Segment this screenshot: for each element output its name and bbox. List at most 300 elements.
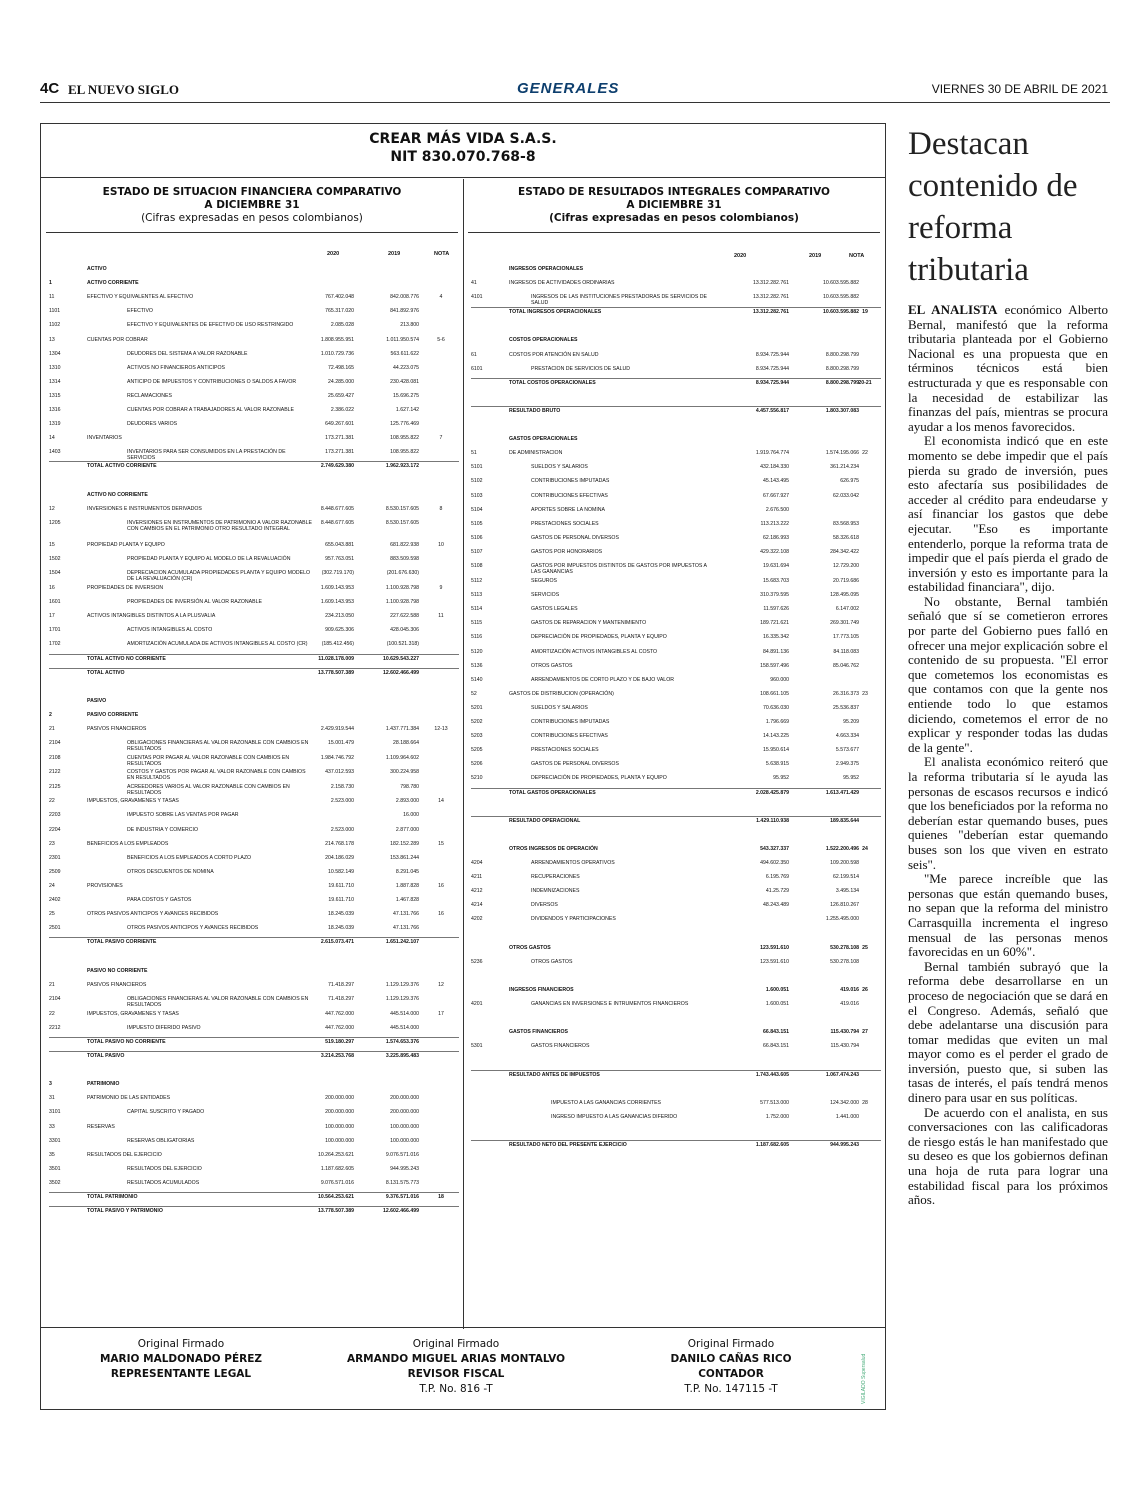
account-label: BENEFICIOS A LOS EMPLEADOS [87, 840, 169, 847]
table-row [49, 308, 459, 317]
account-code: 5102 [471, 478, 483, 485]
table-row [49, 1194, 459, 1203]
value-2020: 1.600.051 [765, 1001, 789, 1007]
account-label: PARA COSTOS Y GASTOS [127, 897, 192, 903]
value-2019: 530.278.108 [830, 944, 859, 951]
table-row [471, 408, 881, 417]
account-code: 35 [49, 1151, 55, 1158]
note-number: 16 [438, 911, 444, 918]
account-label: RESULTADOS DEL EJERCICIO [87, 1151, 162, 1158]
account-label: GANANCIAS EN INVERSIONES E INTRUMENTOS FINANCIEROS [531, 1001, 689, 1007]
value-2020: 9.076.571.016 [320, 1179, 354, 1186]
account-code: 14 [49, 435, 55, 442]
account-label: TOTAL PASIVO NO CORRIENTE [87, 1038, 166, 1045]
value-2020: 108.661.105 [760, 690, 789, 697]
account-label: CUENTAS POR COBRAR A TRABAJADORES AL VALOR RAZONABLE [127, 407, 295, 413]
table-row [471, 493, 881, 502]
value-2020: 4.457.556.817 [755, 407, 789, 414]
table-row [49, 684, 459, 693]
note-number: 28 [862, 1099, 868, 1106]
value-2020: 113.213.222 [760, 520, 789, 527]
value-2019: 109.200.598 [830, 860, 859, 866]
value-2019: 62.033.042 [833, 492, 859, 499]
value-2019: 563.611.622 [390, 350, 419, 357]
value-2019: 200.000.000 [390, 1109, 419, 1116]
table-row [49, 556, 459, 565]
table-row [49, 968, 459, 977]
balance-subtitle: A DICIEMBRE 31 [204, 199, 300, 211]
account-label: PASIVO [87, 697, 107, 704]
note-number: 15 [438, 840, 444, 847]
table-row [49, 755, 459, 768]
account-label: TOTAL ACTIVO CORRIENTE [87, 463, 157, 470]
table-row [471, 818, 881, 827]
value-2020: 429.322.108 [760, 548, 789, 555]
value-2020: 11.028.178.009 [318, 655, 354, 662]
value-2020: 70.636.030 [763, 704, 789, 711]
value-2020: 62.186.993 [763, 534, 789, 541]
value-2020: 765.317.020 [325, 308, 354, 315]
table-row [471, 1142, 881, 1151]
table-row [49, 1180, 459, 1189]
table-row [471, 592, 881, 601]
table-row [471, 549, 881, 558]
account-code: 3 [49, 1081, 52, 1088]
table-row [49, 712, 459, 721]
table-row [471, 366, 881, 375]
signer-role: REPRESENTANTE LEGAL [110, 1368, 252, 1380]
note-number: 7 [439, 435, 443, 442]
account-code: 1205 [49, 519, 61, 526]
account-code: 5113 [471, 592, 483, 599]
value-2019: 1.962.923.172 [385, 463, 419, 470]
account-label: ACTIVOS INTANGIBLES AL COSTO [127, 627, 213, 634]
account-label: DE ADMINISTRACION [509, 450, 563, 457]
value-2019: 2.893.000 [395, 798, 419, 805]
table-row [471, 959, 881, 968]
value-2019: 47.131.766 [393, 911, 419, 918]
table-row [471, 606, 881, 615]
table-row [471, 832, 881, 841]
value-2019: 25.536.837 [833, 704, 859, 711]
table-row [49, 627, 459, 636]
account-label: DEUDORES DEL SISTEMA A VALOR RAZONABLE [127, 350, 248, 357]
table-row [471, 280, 881, 289]
table-row [49, 365, 459, 374]
value-2019: 10.603.595.882 [822, 294, 859, 301]
account-code: 1504 [49, 570, 61, 576]
value-2020: 16.335.342 [763, 634, 789, 641]
table-row [49, 925, 459, 934]
account-label: OTROS PASIVOS ANTICIPOS Y AVANCES RECIBIDOS [87, 911, 219, 918]
value-2019: 626.975 [840, 478, 859, 485]
value-2020: 13.312.282.761 [752, 280, 789, 287]
value-2020: 494.602.350 [760, 860, 789, 866]
value-2019: 12.602.466.499 [382, 1208, 419, 1215]
value-2019: 1.100.928.798 [385, 585, 419, 591]
table-row [49, 911, 459, 920]
account-label: ARRENDAMIENTOS OPERATIVOS [531, 860, 615, 866]
table-row [471, 775, 881, 784]
section-title: GENERALES [517, 80, 620, 97]
value-2019: 419.016 [840, 1001, 859, 1007]
note-number: 12 [438, 981, 444, 988]
table-row [49, 769, 459, 782]
value-2019: 681.822.938 [390, 541, 419, 548]
account-label: INGRESOS OPERACIONALES [509, 266, 584, 272]
table-row [49, 869, 459, 878]
divider [46, 232, 458, 233]
page-number: 4C [40, 80, 60, 97]
value-2020: 8.934.725.944 [755, 351, 789, 358]
signer-tp: T.P. No. 816 -T [419, 1383, 493, 1395]
account-code: 5103 [471, 492, 483, 499]
value-2020: 48.243.489 [763, 902, 789, 909]
value-2020: 447.762.000 [325, 1010, 354, 1017]
table-row [49, 478, 459, 487]
table-row [471, 804, 881, 813]
value-2020: 2.523.000 [330, 826, 354, 833]
col-2019-header: 2019 [388, 251, 401, 257]
value-2019: 15.696.275 [393, 392, 419, 399]
account-code: 3501 [49, 1165, 61, 1172]
company-name: CREAR MÁS VIDA S.A.S. [369, 131, 557, 147]
account-label: INGRESO IMPUESTO A LAS GANANCIAS DIFERIDO [551, 1113, 678, 1120]
value-2019: 1.613.471.429 [825, 789, 859, 796]
account-code: 1310 [49, 364, 61, 371]
table-row [49, 939, 459, 948]
value-2019: 3.225.895.483 [385, 1053, 419, 1059]
account-label: OTROS INGRESOS DE OPERACIÓN [509, 845, 598, 852]
account-code: 2204 [49, 826, 61, 833]
value-2019: 26.316.373 [833, 690, 859, 697]
results-heading [463, 186, 885, 225]
account-label: INVERSIONES E INSTRUMENTOS DERIVADOS [87, 505, 202, 512]
account-label: ACTIVO [87, 266, 107, 272]
value-2020: 15.950.614 [763, 747, 789, 754]
table-row [49, 740, 459, 753]
account-code: 1101 [49, 308, 61, 315]
table-row [471, 309, 881, 318]
note-number: 8 [439, 505, 443, 512]
col-nota-header: NOTA [849, 253, 865, 259]
table-row [49, 506, 459, 515]
account-code: 6101 [471, 365, 483, 372]
account-code: 4214 [471, 902, 483, 909]
table-row [471, 888, 881, 897]
account-code: 17 [49, 613, 55, 620]
account-code: 1315 [49, 392, 61, 399]
note-number: 19 [862, 309, 868, 316]
value-2020: 13.312.282.761 [752, 309, 789, 316]
account-code: 1102 [49, 322, 61, 329]
value-2020: 72.498.165 [328, 364, 354, 371]
value-2020: 1.752.000 [765, 1113, 789, 1120]
signed-tag: Original Firmado [412, 1338, 500, 1350]
account-code: 3301 [49, 1137, 61, 1144]
table-row [471, 860, 881, 869]
account-code: 22 [49, 798, 55, 805]
row-separator [471, 1140, 881, 1141]
table-row [471, 294, 881, 307]
value-2019: 445.514.000 [390, 1010, 419, 1017]
table-row [471, 916, 881, 925]
value-2020: 24.285.000 [328, 378, 354, 385]
table-row [471, 450, 881, 459]
account-code: 2203 [49, 812, 61, 819]
table-row [49, 1039, 459, 1048]
row-separator [471, 1070, 881, 1071]
note-number: 12-13 [434, 726, 448, 732]
value-2019: 10.603.595.882 [822, 309, 859, 316]
value-2019: 8.291.045 [395, 868, 419, 875]
value-2019: 1.067.474.243 [825, 1071, 859, 1078]
value-2019: 62.199.514 [833, 874, 859, 881]
table-row [471, 535, 881, 544]
account-code: 5105 [471, 520, 483, 527]
table-row [471, 352, 881, 361]
issue-date: VIERNES 30 DE ABRIL DE 2021 [931, 82, 1108, 96]
account-code: 1702 [49, 641, 61, 648]
value-2019: 9.376.571.016 [385, 1194, 419, 1200]
account-label: SUELDOS Y SALARIOS [531, 464, 588, 471]
table-row [49, 492, 459, 501]
account-code: 15 [49, 541, 55, 548]
note-number: 5-6 [437, 336, 445, 343]
value-2019: 182.152.289 [390, 840, 419, 847]
account-label: ARRENDAMIENTOS DE CORTO PLAZO Y DE BAJO VALOR [531, 676, 674, 683]
table-row [49, 698, 459, 707]
account-label: PROPIEDADES DE INVERSION [87, 585, 164, 591]
value-2020: 957.763.051 [325, 555, 354, 562]
value-2020: 18.245.039 [328, 911, 354, 918]
table-row [49, 1025, 459, 1034]
signer-name: MARIO MALDONADO PÉREZ [99, 1353, 262, 1365]
account-code: 2104 [49, 740, 61, 747]
article-paragraph: Bernal también subrayó que la reforma debe desarrollarse en un proceso de negociación que se dará en el Congreso. Además, señaló que debe adelantarse una discusión para tomar medidas que eviten un mal mayor como es el perder el grado de inversión, puesto que, si suben las tasas de interés, el país tendrá menos dinero para usar en sus políticas. [908, 958, 1108, 1106]
table-row [49, 542, 459, 551]
value-2019: 1.651.242.107 [385, 939, 419, 946]
table-row [49, 812, 459, 821]
note-number: 16 [438, 882, 444, 889]
account-code: 5104 [471, 506, 483, 513]
account-label: TOTAL PASIVO Y PATRIMONIO [87, 1208, 163, 1215]
newspaper-name: EL NUEVO SIGLO [68, 82, 179, 97]
account-code: 21 [49, 981, 55, 988]
table-row [49, 1095, 459, 1104]
value-2020: 173.271.381 [325, 449, 354, 456]
table-row [49, 570, 459, 582]
table-row [49, 1152, 459, 1161]
account-label: ACTIVOS INTANGIBLES DISTINTOS A LA PLUSVALIA [87, 613, 216, 620]
value-2019: 361.214.234 [830, 464, 859, 471]
signer-fiscal-reviewer [316, 1337, 596, 1397]
value-2020: 158.597.496 [760, 662, 789, 669]
value-2019: 883.509.598 [390, 555, 419, 562]
account-label: BENEFICIOS A LOS EMPLEADOS A CORTO PLAZO [127, 854, 252, 861]
value-2020: 5.638.915 [765, 761, 789, 768]
value-2019: 230.428.081 [390, 378, 419, 385]
value-2020: 649.267.601 [325, 421, 354, 428]
table-row [471, 436, 881, 445]
table-row [471, 620, 881, 629]
account-label: DEPRECIACIÓN DE PROPIEDADES, PLANTA Y EQUIPO [531, 634, 667, 641]
table-row [49, 379, 459, 388]
value-2019: (201.676.630) [386, 570, 419, 576]
value-2019: 200.000.000 [390, 1095, 419, 1102]
table-row [49, 1011, 459, 1020]
account-label: CONTRIBUCIONES IMPUTADAS [531, 719, 610, 725]
account-code: 1601 [49, 599, 61, 606]
account-label: PROPIEDAD PLANTA Y EQUIPO AL MODELO DE LA REVALUACIÓN [127, 555, 291, 562]
account-label: DIVERSOS [531, 902, 558, 909]
table-row [471, 337, 881, 346]
value-2020: 45.143.495 [763, 478, 789, 485]
value-2020: 67.667.927 [763, 492, 789, 499]
value-2020: 25.659.427 [328, 392, 354, 399]
table-row [49, 953, 459, 962]
account-label: INDEMNIZACIONES [531, 888, 580, 895]
table-row [471, 1057, 881, 1066]
account-label: GASTOS DE PERSONAL DIVERSOS [531, 534, 619, 541]
value-2020: 18.245.039 [328, 925, 354, 932]
value-2019: 83.568.953 [833, 520, 859, 527]
account-label: RESULTADO NETO DEL PRESENTE EJERCICIO [509, 1142, 627, 1148]
account-label: PASIVOS FINANCIEROS [87, 981, 147, 988]
account-label: SUELDOS Y SALARIOS [531, 704, 588, 711]
value-2020: 123.591.610 [760, 944, 789, 951]
value-2019: 2.877.000 [395, 826, 419, 833]
account-code: 5301 [471, 1043, 483, 1050]
value-2019: 125.776.469 [390, 421, 419, 428]
value-2019: 213.800 [400, 322, 419, 329]
account-label: TOTAL PATRIMONIO [87, 1194, 138, 1200]
account-code: 5120 [471, 648, 483, 655]
supersalud-tag: VIGILADO Supersalud [861, 1353, 867, 1404]
account-label: CUENTAS POR PAGAR AL VALOR RAZONABLE CON CAMBIOS EN RESULTADOS [127, 755, 290, 768]
value-2020: (185.412.456) [321, 641, 354, 648]
value-2019: 8.131.575.773 [385, 1179, 419, 1186]
company-nit: NIT 830.070.768-8 [390, 149, 536, 165]
value-2020: 2.028.425.879 [755, 789, 789, 796]
account-label: GASTOS POR HONORARIOS [531, 548, 603, 555]
account-label: DEUDORES VARIOS [127, 421, 178, 428]
value-2019: 128.495.095 [830, 592, 859, 599]
value-2020: 1.743.443.605 [755, 1071, 789, 1078]
table-row [471, 1086, 881, 1095]
account-label: DEPRECIACIÓN DE PROPIEDADES, PLANTA Y EQUIPO [531, 775, 667, 782]
table-row [49, 599, 459, 608]
account-label: RESULTADOS DEL EJERCICIO [127, 1165, 202, 1172]
account-label: OTROS PASIVOS ANTICIPOS Y AVANCES RECIBIDOS [127, 925, 259, 932]
row-separator [471, 816, 881, 817]
value-2020: 8.448.677.605 [320, 505, 354, 512]
account-label: ACTIVO NO CORRIENTE [87, 491, 148, 498]
news-article [908, 123, 1108, 1208]
account-label: TOTAL GASTOS OPERACIONALES [509, 789, 596, 796]
note-number: 11 [438, 613, 444, 620]
article-headline: Destacan contenido de reforma tributaria [908, 126, 1078, 288]
value-2020: 1.609.143.953 [320, 585, 354, 591]
account-code: 25 [49, 911, 55, 918]
value-2019: 95.209 [843, 719, 859, 725]
table-row [49, 266, 459, 275]
value-2020: 13.778.507.389 [317, 1208, 354, 1215]
note-number: 17 [438, 1010, 444, 1017]
account-label: TOTAL ACTIVO NO CORRIENTE [87, 655, 166, 662]
value-2019: 1.887.828 [395, 882, 419, 889]
account-code: 2501 [49, 925, 61, 932]
table-row [471, 931, 881, 940]
account-label: COSTOS Y GASTOS POR PAGAR AL VALOR RAZONABLE CON CAMBIOS EN RESULTADOS [127, 769, 306, 782]
table-row [471, 719, 881, 728]
value-2019: 4.663.334 [835, 733, 859, 740]
value-2020: 8.448.677.605 [320, 519, 354, 526]
table-row [49, 1053, 459, 1062]
note-number: 23 [862, 690, 868, 697]
table-row [471, 266, 881, 275]
value-2019: 1.437.771.384 [385, 726, 419, 732]
account-label: DEPRECIACION ACUMULADA PROPIEDADES PLANTA Y EQUIPO MODELO DE LA REVALUACIÓN (CR) [127, 570, 311, 582]
value-2020: 66.843.151 [763, 1043, 789, 1050]
table-row [49, 1067, 459, 1076]
value-2019: 428.045.306 [390, 627, 419, 634]
account-label: RESERVAS [87, 1123, 115, 1130]
value-2020: 310.379.595 [760, 592, 789, 599]
table-row [49, 449, 459, 462]
value-2020: 6.195.769 [765, 874, 789, 881]
account-code: 5106 [471, 534, 483, 541]
account-code: 1403 [49, 449, 61, 456]
account-code: 2212 [49, 1024, 61, 1031]
account-code: 2125 [49, 784, 61, 791]
value-2020: 1.609.143.953 [320, 599, 354, 606]
note-number: 27 [862, 1029, 868, 1036]
account-label: INGRESOS DE LAS INSTITUCIONES PRESTADORAS DE SERVICIOS DE SALUD [531, 294, 707, 307]
account-label: RESULTADO BRUTO [509, 407, 561, 414]
value-2020: 2.523.000 [330, 798, 354, 805]
account-label: PRESTACIONES SOCIALES [531, 520, 599, 527]
value-2020: 432.184.330 [760, 464, 789, 471]
table-row [49, 784, 459, 797]
account-label: GASTOS DE REPARACION Y MANTENIMIENTO [531, 620, 647, 627]
signer-name: DANILO CAÑAS RICO [670, 1353, 792, 1365]
value-2019: 1.129.129.376 [385, 995, 419, 1002]
article-lead [908, 303, 1108, 434]
account-label: APORTES SOBRE LA NOMINA [531, 506, 605, 513]
account-label: EFECTIVO Y EQUIVALENTES AL EFECTIVO [87, 294, 194, 301]
value-2020: 10.264.253.621 [317, 1151, 354, 1158]
value-2019: 8.800.298.799 [825, 351, 859, 358]
value-2019: 44.223.075 [393, 364, 419, 371]
note-number: 10 [438, 541, 444, 548]
value-2019: 3.495.134 [835, 888, 859, 895]
value-2020: 8.934.725.944 [755, 365, 789, 372]
account-code: 11 [49, 294, 55, 301]
account-code: 3502 [49, 1179, 61, 1186]
value-2019: 10.629.543.227 [382, 655, 419, 662]
row-separator [49, 1037, 459, 1038]
account-code: 5108 [471, 563, 483, 569]
account-code: 31 [49, 1095, 55, 1102]
value-2019: 2.949.375 [835, 761, 859, 768]
account-code: 41 [471, 280, 477, 287]
account-code: 21 [49, 726, 55, 732]
table-row [471, 478, 881, 487]
col-2020-header: 2020 [327, 251, 340, 257]
value-2020: 1.796.669 [765, 719, 789, 725]
table-row [49, 519, 459, 532]
